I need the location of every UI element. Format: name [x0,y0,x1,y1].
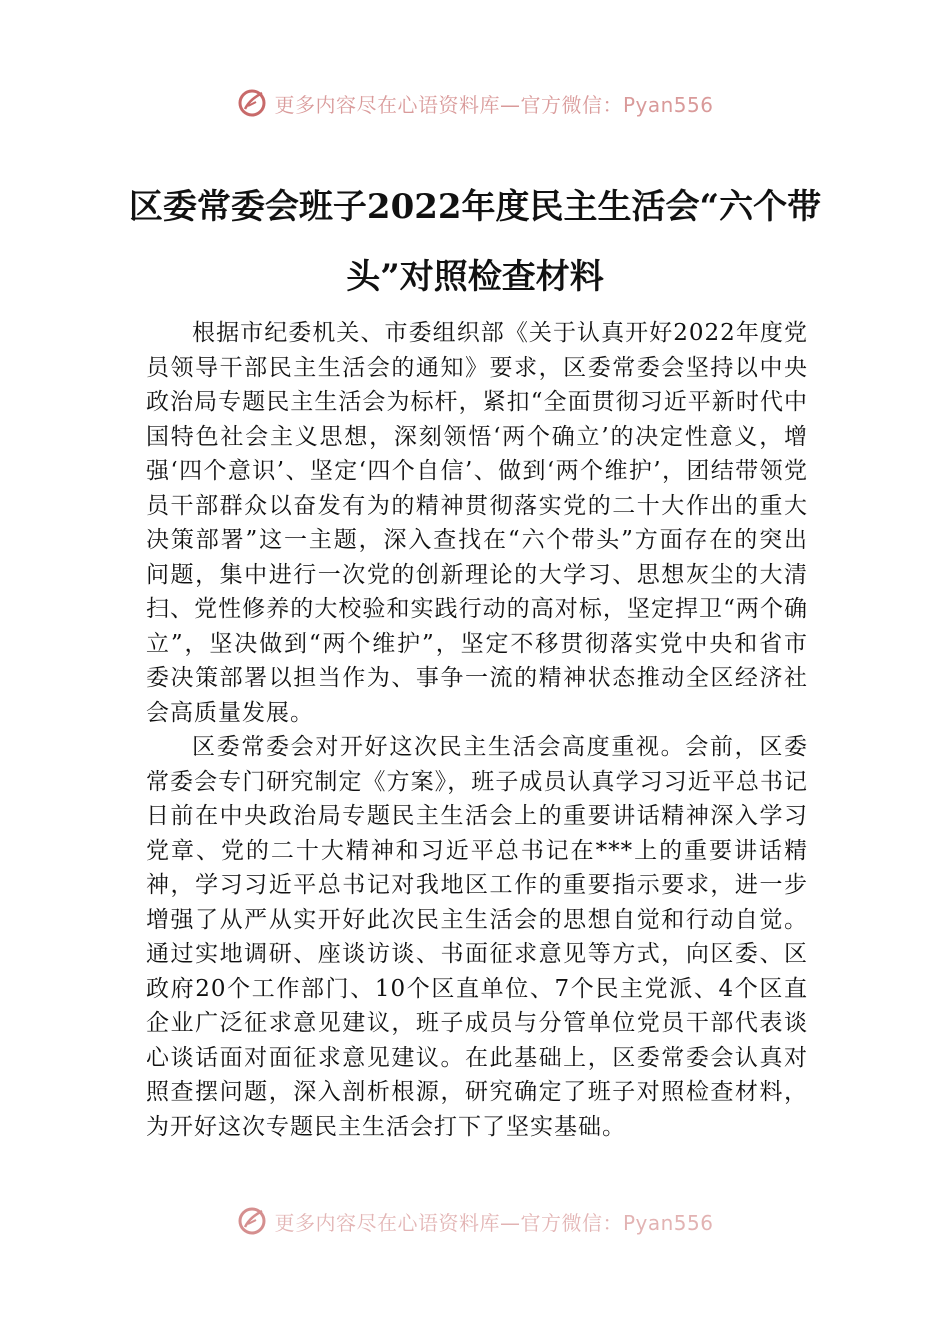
paragraph: 区委常委会对开好这次民主生活会高度重视。会前，区委常委会专门研究制定《方案》，班子成员认真学习习近平总书记日前在中央政治局专题民主生活会上的重要讲话精神深入学习党章、党的二十大精神和习近平总书记在***上的重要讲话精神，学习习近平总书记对我地区工作的重要指示要求，进一步增强了从严从实开好此次民主生活会的思想自觉和行动自觉。通过实地调研、座谈访谈、书面征求意见等方式，向区委、区政府20个工作部门、10个区直单位、7个民主党派、4个区直企业广泛征求意见建议，班子成员与分管单位党员干部代表谈心谈话面对面征求意见建议。在此基础上，区委常委会认真对照查摆问题，深入剖析根源，研究确定了班子对照检查材料，为开好这次专题民主生活会打下了坚实基础。 [146,734,808,1140]
watermark-text: 更多内容尽在心语资料库—官方微信：Pyan556 [274,1210,714,1235]
document-body [146,316,808,1144]
paragraph: 根据市纪委机关、市委组织部《关于认真开好2022年度党员领导干部民主生活会的通知》要求，区委常委会坚持以中央政治局专题民主生活会为标杆，紧扣“全面贯彻习近平新时代中国特色社会主义思想，深刻领悟‘两个确立’的决定性意义，增强‘四个意识’、坚定‘四个自信’、做到‘两个维护’，团结带领党员干部群众以奋发有为的精神贯彻落实党的二十大作出的重大决策部署”这一主题，深入查找在“六个带头”方面存在的突出问题，集中进行一次党的创新理论的大学习、思想灰尘的大清扫、党性修养的大校验和实践行动的高对标，坚定捍卫“两个确立”，坚决做到“两个维护”，坚定不移贯彻落实党中央和省市委决策部署以担当作为、事争一流的精神状态推动全区经济社会高质量发展。 [146,320,808,726]
logo-icon [236,1205,268,1237]
watermark-footer [0,1206,950,1236]
watermark-header [0,86,950,120]
logo-icon [236,87,268,119]
watermark-text: 更多内容尽在心语资料库—官方微信：Pyan556 [274,92,714,117]
document-title: 区委常委会班子2022年度民主生活会“六个带头”对照检查材料 [128,187,822,297]
